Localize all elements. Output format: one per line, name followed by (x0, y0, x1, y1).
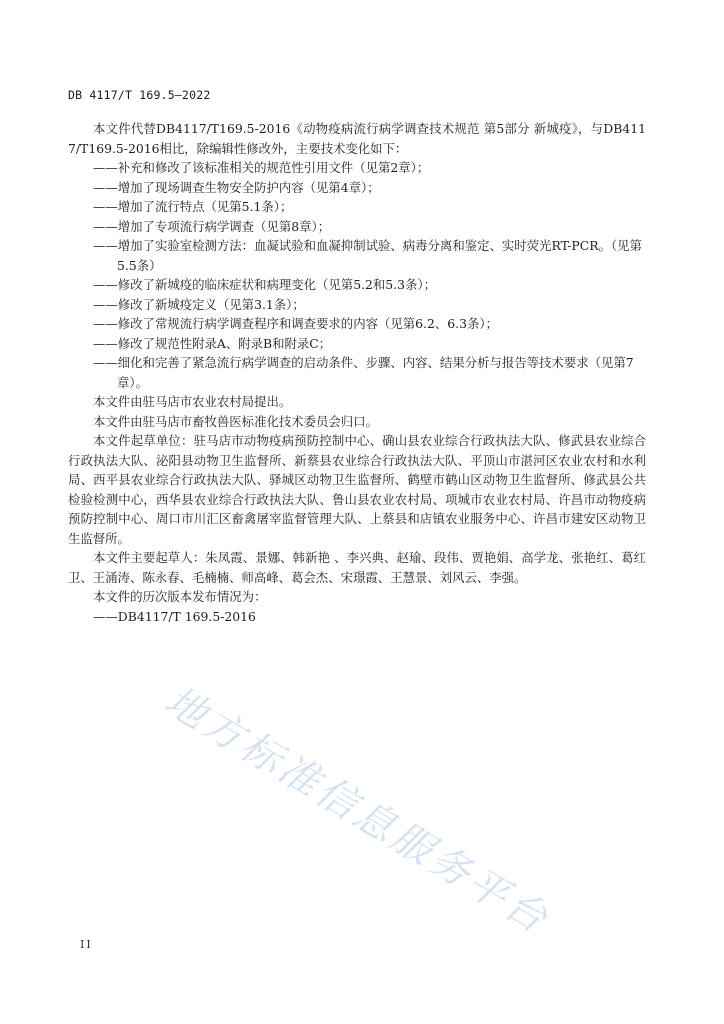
change-item: ——增加了流行特点（见第5.1条）； (93, 199, 293, 214)
change-item: ——修改了常规流行病学调查程序和调查要求的内容（见第6.2、6.3条）； (93, 316, 498, 331)
change-item: ——补充和修改了该标准相关的规范性引用文件（见第2章）； (93, 160, 430, 175)
change-item: ——增加了专项流行病学调查（见第8章）； (93, 218, 331, 234)
history-title: 本文件的历次版本发布情况为： (93, 589, 267, 604)
centralized-statement: 本文件由驻马店市畜牧兽医标准化技术委员会归口。 (93, 413, 378, 429)
foreword-content (68, 119, 646, 626)
change-item: ——修改了规范性附录A、附录B和附录C； (93, 335, 332, 351)
changes-list (68, 158, 646, 392)
change-item: ——细化和完善了紧急流行病学调查的启动条件、步骤、内容、结果分析与报告等技术要求（见第7章）。 (93, 355, 634, 390)
drafting-units: 本文件起草单位：驻马店市动物疫病预防控制中心、确山县农业综合行政执法大队、修武县农业综合行政执法大队、泌阳县动物卫生监督所、新蔡县农业综合行政执法大队、平顶山市湛河区农业农村和水利局、西平县农业综合行政执法大队、驿城区动物卫生监督所、鹤壁市鹤山区动物卫生监督所、修武县公共检验检测中心，西华县农业综合行政执法大队、鲁山县农业农村局、项城市农业农村局、许昌市动物疫病预防控制中心、周口市川汇区畜禽屠宰监督管理大队、上蔡县和店镇农业服务中心、许昌市建安区动物卫生监督所。 (68, 433, 646, 546)
history-item: ——DB4117/T 169.5-2016 (93, 608, 256, 624)
change-item: ——增加了实验室检测方法：血凝试验和血凝抑制试验、病毒分离和鉴定、实时荧光RT-PCR。（见第5.5条） (93, 238, 642, 273)
page-number: II (80, 938, 93, 951)
foreword-intro: 本文件代替DB4117/T169.5-2016《动物疫病流行病学调查技术规范 第5部分 新城疫》，与DB4117/T169.5-2016相比，除编辑性修改外，主要技术变化如下： (68, 121, 646, 156)
standard-code-header: DB 4117/T 169.5—2022 (68, 88, 211, 102)
change-item: ——增加了现场调查生物安全防护内容（见第4章）； (93, 179, 380, 195)
watermark-text: 地方标准信息服务平台 (156, 677, 558, 944)
drafters: 本文件主要起草人：朱凤霞、景娜、韩新艳 、李兴典、赵瑜、段伟、贾艳娟、高学龙、张艳红、葛红卫、王涌涛、陈永春、毛楠楠、师高峰、葛会杰、宋璟霞、王慧景、刘风云、李强。 (68, 550, 646, 585)
change-item: ——修改了新城疫定义（见第3.1条）； (93, 296, 305, 312)
proposer-statement: 本文件由驻马店市农业农村局提出。 (93, 394, 292, 409)
change-item: ——修改了新城疫的临床症状和病理变化（见第5.2和5.3条）； (93, 277, 436, 292)
